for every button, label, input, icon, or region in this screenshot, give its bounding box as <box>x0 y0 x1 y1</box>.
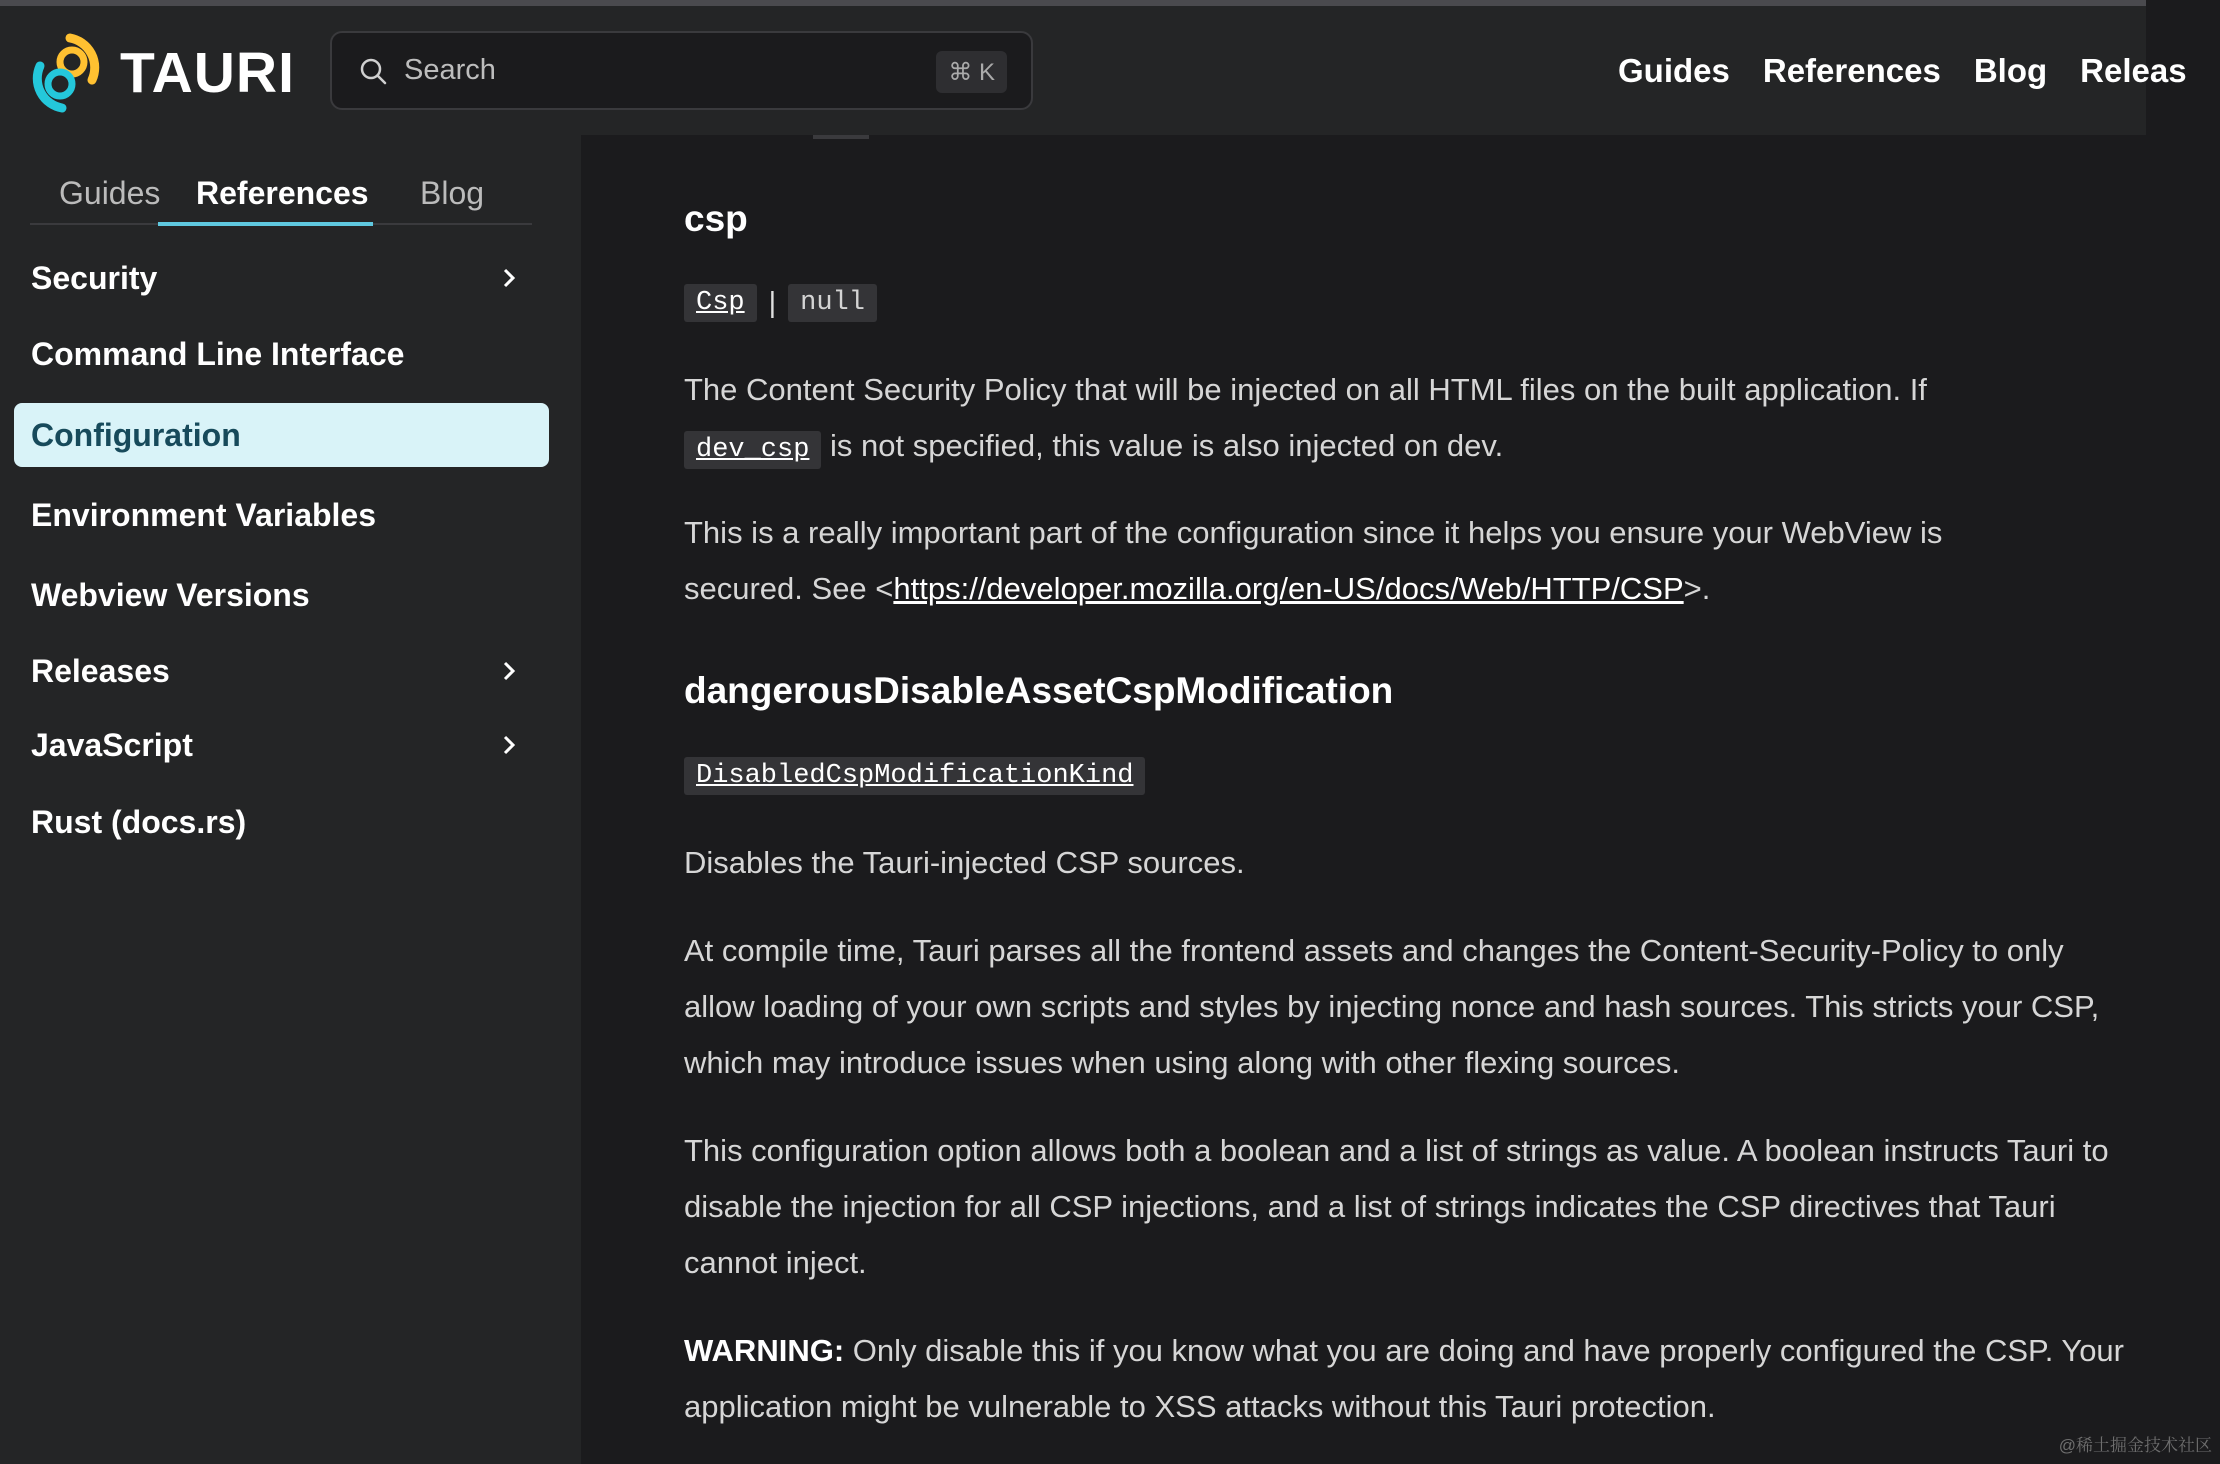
sidebar-item-releases[interactable] <box>14 639 549 703</box>
chevron-right-icon <box>497 266 521 290</box>
csp-desc-text-2: is not specified, this value is also injected on dev. <box>821 428 1504 463</box>
sidebar-item-webview-versions[interactable] <box>14 563 549 627</box>
sidebar-item-configuration[interactable] <box>14 403 549 467</box>
csp-heading: csp <box>684 198 748 239</box>
topnav-blog-link[interactable]: Blog <box>1973 52 2048 89</box>
csp-type-link[interactable]: Csp <box>684 284 757 322</box>
sidebar <box>0 135 581 1464</box>
search-placeholder: Search <box>404 54 496 86</box>
sidebar-tab-guides[interactable]: Guides <box>59 175 161 211</box>
disable-type-line <box>684 757 1145 795</box>
csp-importance-after: >. <box>1683 571 1711 606</box>
sidebar-item-label: JavaScript <box>31 726 193 763</box>
chevron-right-icon <box>497 733 521 757</box>
active-tab-indicator <box>158 222 373 226</box>
sidebar-item-label: Command Line Interface <box>31 335 405 372</box>
sidebar-item-label: Webview Versions <box>31 576 310 613</box>
sidebar-tab-blog[interactable]: Blog <box>420 175 485 211</box>
search-shortcut-badge: ⌘ K <box>936 51 1007 93</box>
csp-desc-text: The Content Security Policy that will be injected on all HTML files on the built application. If <box>684 372 1927 407</box>
scroll-marker <box>813 135 869 139</box>
type-separator: | <box>768 286 777 319</box>
dangerous-disable-heading: dangerousDisableAssetCspModification <box>684 670 1394 711</box>
top-nav <box>1618 52 2220 90</box>
sidebar-item-label: Security <box>31 259 158 296</box>
null-type: null <box>788 284 877 322</box>
sidebar-item-cli[interactable] <box>14 322 549 386</box>
warning-label: WARNING: <box>684 1333 845 1368</box>
csp-importance-before: This is a really important part of the configuration since it helps you ensure your WebView is secured. See < <box>684 515 1943 606</box>
warning-text <box>684 1323 2124 1435</box>
topnav-releases-link[interactable]: Releas <box>2080 52 2187 89</box>
chevron-right-icon <box>497 659 521 683</box>
brand-name: TAURI <box>120 41 295 105</box>
sidebar-item-label: Rust (docs.rs) <box>31 803 247 840</box>
watermark: @稀土掘金技术社区 <box>2058 1436 2212 1455</box>
navbar <box>0 6 2187 135</box>
csp-description <box>684 362 2124 478</box>
topnav-references-link[interactable]: References <box>1762 52 1941 89</box>
disable-summary: Disables the Tauri-injected CSP sources. <box>684 845 1245 880</box>
sidebar-item-rust-docs[interactable] <box>14 790 549 854</box>
sidebar-item-label: Configuration <box>31 416 241 453</box>
search-icon <box>358 56 388 86</box>
csp-type-line <box>684 284 877 322</box>
sidebar-item-label: Releases <box>31 652 170 689</box>
dev-csp-link[interactable]: dev_csp <box>684 431 821 469</box>
brand-logo-link[interactable] <box>30 30 295 116</box>
warning-body: Only disable this if you know what you are doing and have properly configured the CSP. Your application might be vulnerable to XSS attacks without this Tauri protection. <box>684 1333 2124 1424</box>
sidebar-tabs <box>30 175 532 225</box>
sidebar-item-javascript[interactable] <box>14 713 549 777</box>
topnav-guides-link[interactable]: Guides <box>1618 52 1730 89</box>
mdn-csp-link[interactable]: https://developer.mozilla.org/en-US/docs/Web/HTTP/CSP <box>893 571 1684 606</box>
disable-compile-time-text: At compile time, Tauri parses all the frontend assets and changes the Content-Security-Policy to only allow loading of your own scripts and styles by injecting nonce and hash sources. This stricts your CSP, which may introduce issues when using along with other flexing sources. <box>684 933 2100 1080</box>
disable-option-text: This configuration option allows both a boolean and a list of strings as value. A boolean instructs Tauri to disable the injection for all CSP injections, and a list of strings indicates the CSP directives that Tauri cannot inject. <box>684 1133 2109 1280</box>
sidebar-tab-references[interactable]: References <box>196 175 369 211</box>
disabled-csp-kind-link[interactable]: DisabledCspModificationKind <box>684 757 1145 795</box>
sidebar-item-security[interactable] <box>14 246 549 310</box>
tauri-logo-icon <box>30 32 102 114</box>
search-box[interactable] <box>330 31 1033 110</box>
csp-importance-text <box>684 505 2044 617</box>
sidebar-item-environment-variables[interactable] <box>14 483 549 547</box>
sidebar-item-label: Environment Variables <box>31 496 377 533</box>
